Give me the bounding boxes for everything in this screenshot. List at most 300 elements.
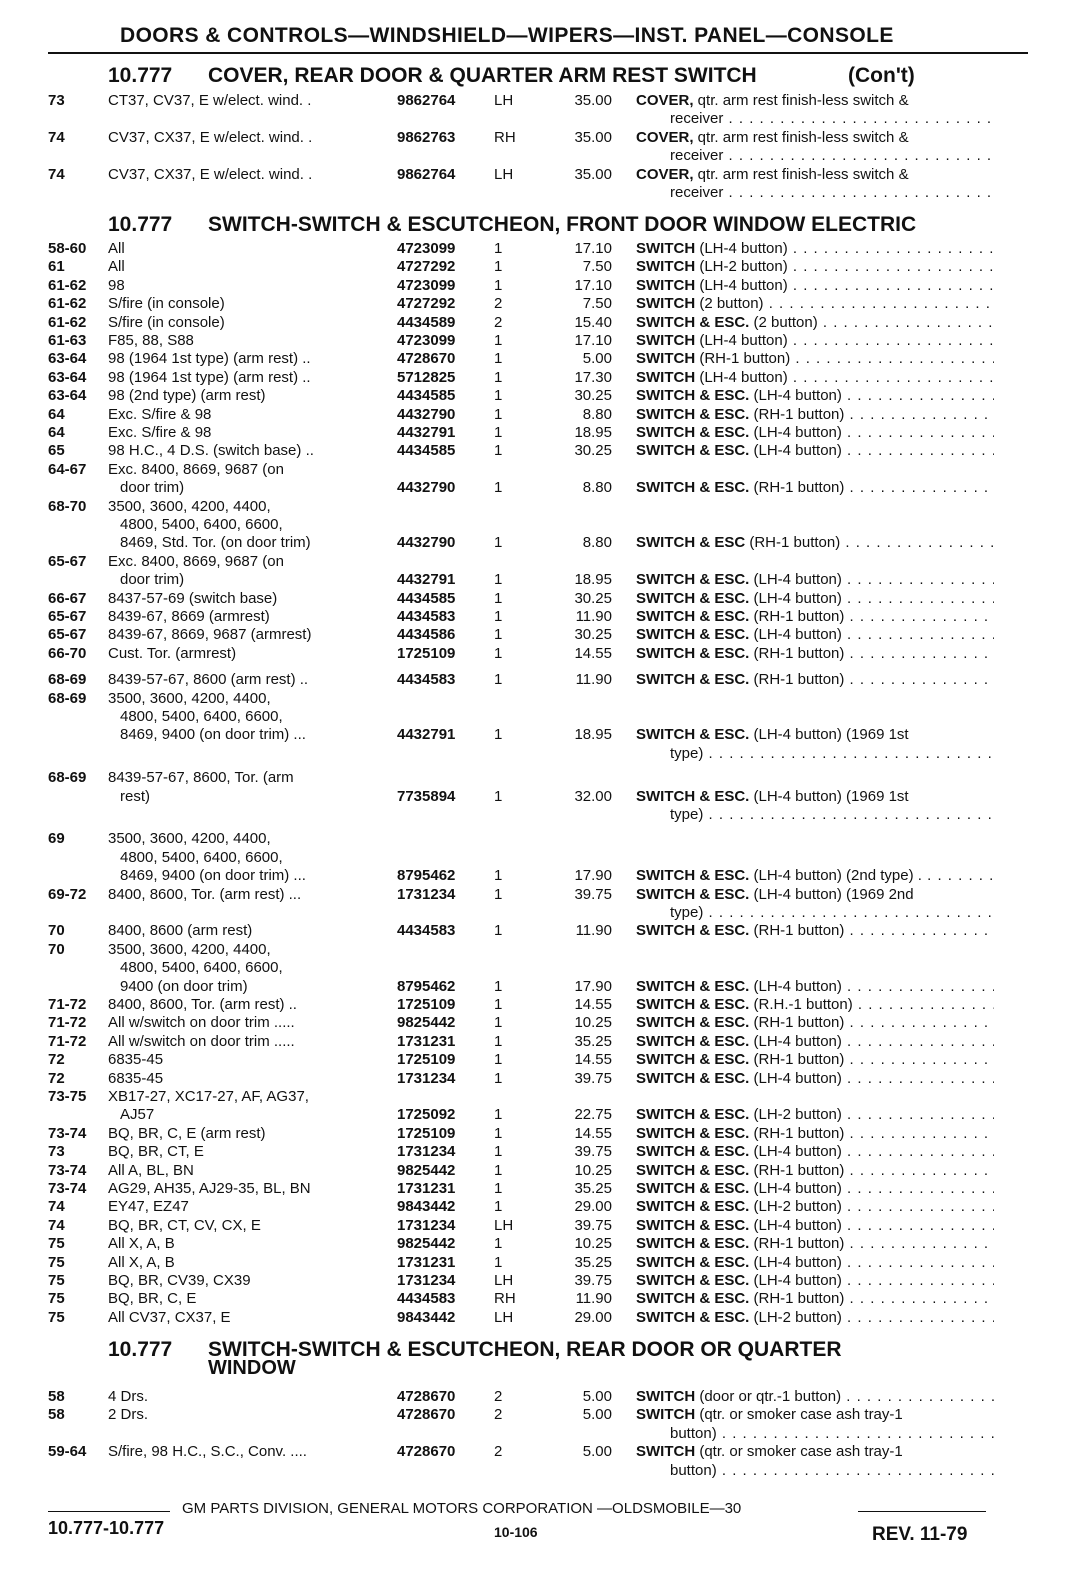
description-continuation: button) . . . — [670, 1462, 994, 1480]
model-year: 61 — [48, 258, 65, 276]
quantity: 1 — [494, 1106, 503, 1124]
model-year: 70 — [48, 922, 65, 940]
model-year: 66-67 — [48, 589, 87, 607]
description-keyword: SWITCH — [636, 295, 696, 313]
price: 8.80 — [582, 405, 612, 423]
description-detail: (LH-4 button) . . . — [749, 1272, 994, 1289]
footer-division: GM PARTS DIVISION, GENERAL MOTORS CORPORATION —OLDSMOBILE—30 — [182, 1500, 742, 1517]
model-year: 61-62 — [48, 313, 87, 331]
part-description — [636, 1406, 994, 1424]
description-keyword: SWITCH — [636, 1388, 696, 1405]
part-description — [636, 442, 994, 460]
description-continuation: type) . . . — [670, 806, 994, 824]
part-description — [636, 1051, 994, 1069]
part-description — [636, 608, 994, 626]
description-continuation: type) . . . — [670, 904, 994, 922]
price: 11.90 — [575, 1290, 612, 1308]
part-number: 4434585 — [397, 387, 456, 405]
part-description — [636, 1254, 994, 1272]
quantity: 1 — [494, 1198, 503, 1216]
part-description — [636, 1272, 994, 1290]
part-description — [636, 788, 994, 806]
model-year: 72 — [48, 1069, 65, 1087]
application-text: 3500, 3600, 4200, 4400, — [108, 689, 271, 707]
model-year: 58 — [48, 1406, 65, 1424]
quantity: 1 — [494, 671, 503, 689]
price: 35.25 — [574, 1253, 612, 1271]
part-number: 4432790 — [397, 479, 456, 497]
description-keyword: SWITCH — [636, 1406, 696, 1424]
model-year: 65-67 — [48, 626, 87, 644]
description-keyword: SWITCH & ESC. — [636, 726, 750, 744]
price: 11.90 — [575, 608, 612, 625]
quantity: 1 — [494, 726, 503, 744]
description-keyword: SWITCH & ESC. — [636, 1124, 750, 1142]
price: 18.95 — [574, 571, 612, 589]
part-number: 1731234 — [397, 1272, 456, 1289]
price: 17.90 — [574, 867, 612, 885]
model-year: 74 — [48, 1216, 65, 1234]
part-description — [636, 1143, 994, 1161]
application-text: 98 (1964 1st type) (arm rest) .. — [108, 368, 311, 386]
model-year: 73 — [48, 92, 65, 109]
model-year: 69 — [48, 830, 65, 848]
application-text: door trim) — [120, 479, 185, 497]
quantity: 1 — [494, 626, 503, 644]
description-keyword: SWITCH & ESC. — [636, 424, 750, 441]
application-text: S/fire (in console) — [108, 295, 225, 313]
model-year: 75 — [48, 1235, 65, 1253]
model-year: 75 — [48, 1272, 65, 1289]
model-year: 68-70 — [48, 497, 87, 515]
application-text: XB17-27, XC17-27, AF, AG37, — [108, 1088, 309, 1105]
application-text: 8400, 8600 (arm rest) — [108, 922, 253, 940]
part-number: 1731234 — [397, 1143, 456, 1161]
price: 17.10 — [574, 332, 612, 349]
part-description — [636, 996, 994, 1014]
price: 14.55 — [574, 996, 612, 1013]
description-keyword: SWITCH & ESC. — [636, 1290, 750, 1308]
description-detail: (LH-4 button) . . . — [749, 442, 994, 459]
part-number: 9825442 — [397, 1235, 456, 1253]
part-number: 7735894 — [397, 787, 456, 805]
part-number: 4723099 — [397, 332, 456, 349]
quantity: LH — [494, 1308, 514, 1326]
part-number: 5712825 — [397, 368, 456, 386]
quantity: LH — [494, 1272, 514, 1289]
description-detail: qtr. arm rest finish-less switch & — [693, 92, 909, 109]
application-text: All A, BL, BN — [108, 1161, 194, 1179]
part-description — [636, 626, 994, 644]
quantity: 1 — [494, 1051, 503, 1069]
description-continuation: button) . . . — [670, 1425, 994, 1443]
part-description — [636, 129, 994, 147]
description-continuation: receiver . . . — [670, 110, 994, 128]
section-continued-label: (Con't) — [848, 64, 915, 87]
description-keyword: SWITCH & ESC. — [636, 1161, 750, 1179]
model-year: 69-72 — [48, 885, 87, 903]
part-number: 4434583 — [397, 671, 456, 689]
model-year: 63-64 — [48, 350, 87, 368]
quantity: 1 — [494, 996, 503, 1013]
part-number: 4434583 — [397, 922, 456, 940]
quantity: 2 — [494, 1443, 503, 1461]
quantity: 1 — [494, 1180, 503, 1197]
footer-rule-right — [858, 1511, 986, 1512]
model-year: 58 — [48, 1388, 65, 1405]
description-detail: (LH-2 button) . . . — [749, 1198, 994, 1215]
description-detail: (RH-1 button) . . . — [745, 534, 994, 551]
description-keyword: SWITCH & ESC. — [636, 1198, 750, 1216]
description-detail: (LH-2 button) . . . — [749, 1106, 994, 1123]
description-keyword: SWITCH & ESC. — [636, 1272, 750, 1289]
model-year: 63-64 — [48, 387, 87, 405]
quantity: 2 — [494, 1388, 503, 1405]
application-text: door trim) — [120, 571, 185, 589]
description-keyword: SWITCH & ESC. — [636, 626, 750, 644]
quantity: 1 — [494, 1161, 503, 1179]
application-text: 98 H.C., 4 D.S. (switch base) .. — [108, 442, 314, 460]
model-year: 73 — [48, 1143, 65, 1161]
part-number: 9825442 — [397, 1014, 456, 1032]
description-detail: (RH-1 button) . . . — [749, 1162, 994, 1179]
application-text: 4 Drs. — [108, 1388, 149, 1405]
application-text: 3500, 3600, 4200, 4400, — [108, 940, 271, 958]
part-description — [636, 240, 994, 258]
section-heading — [108, 1338, 842, 1379]
description-continuation: receiver . . . — [670, 184, 994, 202]
quantity: 1 — [494, 276, 503, 294]
part-description — [636, 1198, 994, 1216]
quantity: 1 — [494, 1124, 503, 1142]
application-text: 9400 (on door trim) — [120, 977, 248, 995]
price: 5.00 — [582, 1406, 612, 1424]
quantity: 1 — [494, 1014, 503, 1032]
price: 7.50 — [582, 258, 612, 276]
description-keyword: SWITCH — [636, 1443, 696, 1461]
part-number: 4727292 — [397, 295, 456, 313]
price: 29.00 — [574, 1308, 612, 1326]
description-detail: (LH-4 button) (1969 1st — [749, 787, 909, 805]
quantity: 1 — [494, 350, 503, 368]
quantity: 2 — [494, 1406, 503, 1424]
quantity: 1 — [494, 332, 503, 349]
quantity: 1 — [494, 885, 503, 903]
description-detail: (LH-4 button) (1969 1st — [749, 726, 909, 744]
description-detail: (LH-4 button) . . . — [695, 332, 994, 349]
description-keyword: SWITCH & ESC. — [636, 313, 750, 331]
price: 29.00 — [574, 1198, 612, 1216]
application-text: BQ, BR, CT, CV, CX, E — [108, 1216, 261, 1234]
quantity: 1 — [494, 644, 503, 662]
section-heading — [108, 213, 917, 236]
description-detail: (LH-4 button) . . . — [749, 1254, 994, 1271]
price: 8.80 — [582, 479, 612, 497]
application-text: All — [108, 240, 125, 257]
price: 10.25 — [574, 1014, 612, 1032]
part-description — [636, 726, 994, 744]
model-year: 72 — [48, 1051, 65, 1069]
description-detail: qtr. arm rest finish-less switch & — [693, 128, 909, 146]
application-text: Cust. Tor. (armrest) — [108, 644, 237, 662]
model-year: 68-69 — [48, 689, 87, 707]
description-detail: (LH-4 button) . . . — [695, 277, 994, 294]
description-detail: (LH-4 button) . . . — [749, 1217, 994, 1234]
quantity: 1 — [494, 387, 503, 405]
application-text: 6835-45 — [108, 1051, 164, 1069]
model-year: 71-72 — [48, 1032, 87, 1050]
application-text: S/fire (in console) — [108, 313, 225, 331]
description-keyword: SWITCH & ESC. — [636, 922, 750, 940]
quantity: 1 — [494, 1069, 503, 1087]
price: 14.55 — [574, 1124, 612, 1142]
price: 11.90 — [575, 671, 612, 689]
application-text: 8439-67, 8669, 9687 (armrest) — [108, 626, 312, 644]
part-number: 9862764 — [397, 165, 456, 183]
description-detail: (LH-4 button) . . . — [695, 240, 994, 257]
description-keyword: SWITCH & ESC. — [636, 1253, 750, 1271]
price: 11.90 — [575, 922, 612, 940]
application-text: rest) — [120, 787, 150, 805]
quantity: 1 — [494, 787, 503, 805]
description-detail: (RH-1 button) . . . — [749, 645, 994, 662]
quantity: RH — [494, 1290, 516, 1308]
description-detail: (LH-4 button) . . . — [749, 1180, 994, 1197]
part-number: 4432790 — [397, 405, 456, 423]
description-keyword: SWITCH & ESC. — [636, 644, 750, 662]
price: 5.00 — [582, 1443, 612, 1461]
description-keyword: SWITCH & ESC. — [636, 1308, 750, 1326]
header-rule — [48, 52, 1028, 54]
price: 18.95 — [574, 726, 612, 744]
part-number: 8795462 — [397, 867, 456, 885]
application-text: CV37, CX37, E w/elect. wind. . — [108, 165, 313, 183]
description-keyword: SWITCH & ESC. — [636, 996, 750, 1013]
application-text: 98 — [108, 276, 125, 294]
description-detail: (LH-4 button) (1969 2nd — [749, 885, 914, 903]
model-year: 75 — [48, 1290, 65, 1308]
part-number: 4728670 — [397, 1388, 456, 1405]
description-detail: (LH-4 button) . . . — [749, 590, 994, 607]
part-description — [636, 1070, 994, 1088]
model-year: 61-63 — [48, 332, 87, 349]
application-text: CV37, CX37, E w/elect. wind. . — [108, 128, 313, 146]
price: 5.00 — [582, 1388, 612, 1405]
model-year: 65-67 — [48, 608, 87, 625]
section-title: COVER, REAR DOOR & QUARTER ARM REST SWITCH — [208, 64, 757, 87]
part-description — [636, 1309, 994, 1327]
model-year: 75 — [48, 1253, 65, 1271]
description-continuation: type) . . . — [670, 745, 994, 763]
part-number: 1725109 — [397, 996, 456, 1013]
description-detail: (LH-4 button) . . . — [749, 978, 994, 995]
part-description — [636, 1014, 994, 1032]
description-keyword: SWITCH & ESC. — [636, 977, 750, 995]
price: 30.25 — [574, 442, 612, 460]
model-year: 74 — [48, 1198, 65, 1216]
part-description — [636, 1388, 994, 1406]
description-keyword: SWITCH & ESC. — [636, 1051, 750, 1069]
description-keyword: SWITCH & ESC. — [636, 1106, 750, 1124]
description-keyword: SWITCH & ESC. — [636, 1014, 750, 1032]
description-detail: (qtr. or smoker case ash tray-1 — [695, 1406, 903, 1424]
model-year: 68-69 — [48, 769, 87, 787]
part-description — [636, 922, 994, 940]
quantity: 1 — [494, 405, 503, 423]
application-text: 8400, 8600, Tor. (arm rest) .. — [108, 996, 297, 1013]
part-number: 4434589 — [397, 313, 456, 331]
section-heading — [108, 64, 915, 87]
quantity: 1 — [494, 608, 503, 625]
model-year: 58-60 — [48, 240, 87, 257]
description-detail: (LH-4 button) (2nd type) . . . . — [749, 867, 994, 884]
price: 35.25 — [574, 1180, 612, 1197]
part-description — [636, 387, 994, 405]
quantity: 1 — [494, 1253, 503, 1271]
application-text: Exc. 8400, 8669, 9687 (on — [108, 552, 284, 570]
application-text: All CV37, CX37, E — [108, 1308, 231, 1326]
model-year: 73-74 — [48, 1124, 87, 1142]
footer-page-number: 10-106 — [494, 1524, 538, 1540]
part-description — [636, 350, 994, 368]
application-text: EY47, EZ47 — [108, 1198, 189, 1216]
part-description — [636, 166, 994, 184]
application-text: 8469, 9400 (on door trim) ... — [120, 726, 306, 744]
quantity: 1 — [494, 571, 503, 589]
quantity: 1 — [494, 1143, 503, 1161]
part-number: 4728670 — [397, 350, 456, 368]
description-keyword: SWITCH — [636, 368, 696, 386]
part-number: 4432791 — [397, 571, 456, 589]
application-text: All — [108, 258, 125, 276]
part-number: 1731231 — [397, 1032, 456, 1050]
price: 17.90 — [574, 977, 612, 995]
part-number: 4723099 — [397, 276, 456, 294]
part-description — [636, 1162, 994, 1180]
description-keyword: SWITCH & ESC. — [636, 589, 750, 607]
application-text: All X, A, B — [108, 1235, 175, 1253]
price: 17.10 — [574, 276, 612, 294]
application-text: BQ, BR, C, E — [108, 1290, 197, 1308]
quantity: LH — [494, 165, 514, 183]
description-keyword: SWITCH & ESC. — [636, 1069, 750, 1087]
part-number: 4432791 — [397, 726, 456, 744]
part-number: 4434585 — [397, 589, 456, 607]
application-text: 98 (2nd type) (arm rest) — [108, 387, 266, 405]
model-year: 70 — [48, 940, 65, 958]
quantity: 1 — [494, 479, 503, 497]
model-year: 59-64 — [48, 1443, 87, 1461]
quantity: 1 — [494, 368, 503, 386]
application-text: BQ, BR, CV39, CX39 — [108, 1272, 251, 1289]
description-detail: (LH-4 button) . . . — [749, 387, 994, 404]
part-number: 4434583 — [397, 608, 456, 625]
description-keyword: SWITCH & ESC. — [636, 1235, 750, 1253]
description-detail: (RH-1 button) . . . — [749, 406, 994, 423]
price: 35.25 — [574, 1032, 612, 1050]
price: 15.40 — [574, 313, 612, 331]
description-detail: (RH-1 button) . . . — [749, 1051, 994, 1068]
part-description — [636, 1125, 994, 1143]
description-keyword: SWITCH & ESC. — [636, 442, 750, 460]
price: 35.00 — [574, 92, 612, 109]
quantity: 1 — [494, 442, 503, 460]
price: 22.75 — [574, 1106, 612, 1124]
part-number: 4434586 — [397, 626, 456, 644]
application-text: All w/switch on door trim ..... — [108, 1014, 295, 1032]
model-year: 73-74 — [48, 1161, 87, 1179]
part-description — [636, 1443, 994, 1461]
model-year: 61-62 — [48, 295, 87, 313]
description-keyword: SWITCH & ESC — [636, 534, 746, 552]
page-header-title: DOORS & CONTROLS—WINDSHIELD—WIPERS—INST. PANEL—CONSOLE — [120, 24, 894, 47]
description-detail: (LH-2 button) . . . — [695, 258, 994, 275]
part-number: 4727292 — [397, 258, 456, 276]
model-year: 71-72 — [48, 996, 87, 1013]
part-description — [636, 314, 994, 332]
description-keyword: SWITCH — [636, 240, 696, 257]
description-keyword: COVER, — [636, 165, 694, 183]
description-keyword: COVER, — [636, 128, 694, 146]
part-description — [636, 1180, 994, 1198]
part-number: 9862763 — [397, 128, 456, 146]
description-detail: (RH-1 button) . . . — [749, 479, 994, 496]
model-year: 71-72 — [48, 1014, 87, 1032]
part-number: 1731234 — [397, 885, 456, 903]
part-number: 4432791 — [397, 424, 456, 441]
part-description — [636, 1033, 994, 1051]
description-detail: (LH-4 button) . . . — [749, 571, 994, 588]
part-number: 9843442 — [397, 1198, 456, 1216]
price: 10.25 — [574, 1235, 612, 1253]
description-keyword: SWITCH — [636, 350, 696, 368]
price: 32.00 — [574, 787, 612, 805]
part-description — [636, 1290, 994, 1308]
section-title: SWITCH-SWITCH & ESCUTCHEON, REAR DOOR OR QUARTER — [208, 1338, 842, 1361]
part-number: 4723099 — [397, 240, 456, 257]
part-number: 8795462 — [397, 977, 456, 995]
price: 14.55 — [574, 644, 612, 662]
part-description — [636, 295, 994, 313]
section-number: 10.777 — [108, 1338, 173, 1361]
part-description — [636, 645, 994, 663]
part-description — [636, 571, 994, 589]
quantity: 1 — [494, 534, 503, 552]
part-number: 4728670 — [397, 1443, 456, 1461]
application-text: 8469, 9400 (on door trim) ... — [120, 867, 306, 885]
part-number: 9825442 — [397, 1161, 456, 1179]
description-detail: (RH-1 button) . . . — [749, 922, 994, 939]
application-text: 8439-57-67, 8600, Tor. (arm — [108, 769, 294, 787]
part-number: 1725109 — [397, 1124, 456, 1142]
quantity: LH — [494, 1216, 514, 1234]
description-detail: (RH-1 button) . . . — [749, 1235, 994, 1252]
description-detail: (LH-4 button) . . . — [695, 369, 994, 386]
description-detail: (RH-1 button) . . . — [749, 1014, 994, 1031]
model-year: 68-69 — [48, 671, 87, 689]
description-detail: (door or qtr.-1 button) . . . — [695, 1388, 994, 1405]
part-description — [636, 978, 994, 996]
model-year: 63-64 — [48, 368, 87, 386]
quantity: 1 — [494, 867, 503, 885]
description-detail: (RH-1 button) . . . — [749, 608, 994, 625]
quantity: 1 — [494, 922, 503, 940]
description-keyword: SWITCH & ESC. — [636, 867, 750, 885]
price: 39.75 — [574, 885, 612, 903]
part-number: 1725109 — [397, 644, 456, 662]
model-year: 74 — [48, 165, 65, 183]
part-description — [636, 886, 994, 904]
